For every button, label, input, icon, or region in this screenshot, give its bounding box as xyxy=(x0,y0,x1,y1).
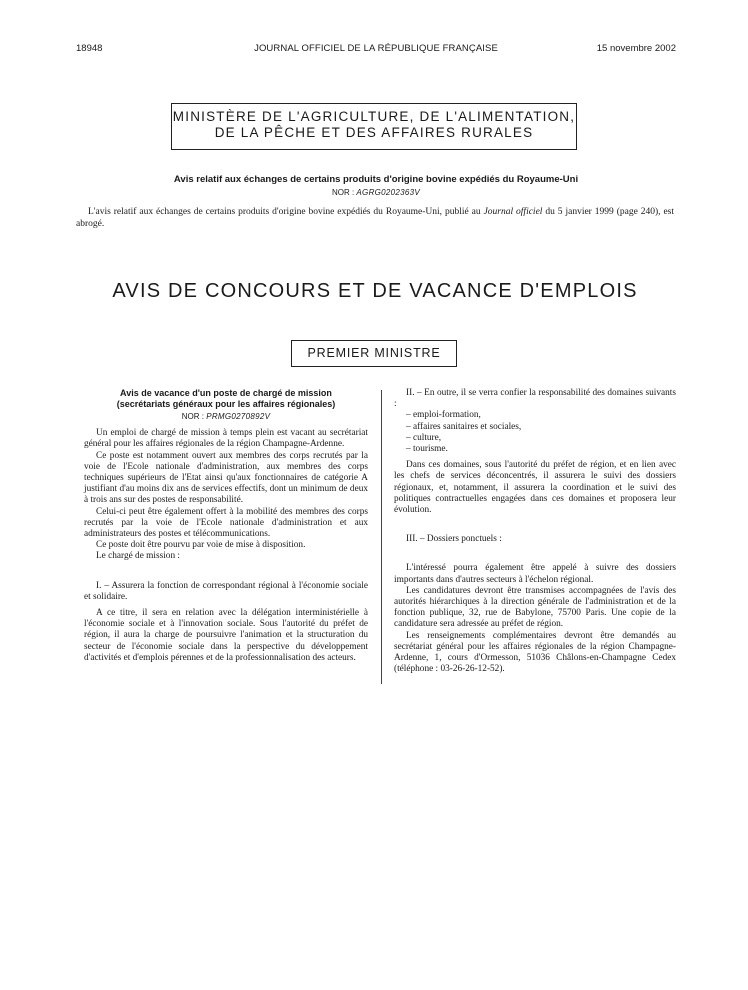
list-item: – culture, xyxy=(406,432,442,443)
column-divider xyxy=(381,390,382,684)
vacancy-title-line-1: Avis de vacance d'un poste de chargé de mission xyxy=(120,388,332,398)
list-item: – emploi-formation, xyxy=(406,410,481,421)
paragraph: Celui-ci peut être également offert à la mobilité des membres des corps recrutés par la voie de l'Ecole nationale d'administration et aux administrateurs des postes et télécommunications. xyxy=(84,506,368,540)
ministry-line-2: DE LA PÊCHE ET DES AFFAIRES RURALES xyxy=(214,125,534,140)
vacancy-title-line-2: (secrétariats généraux pour les affaires régionales) xyxy=(116,398,336,409)
list-item: – tourisme. xyxy=(406,444,448,455)
vacancy-nor-code: PRMG0270892V xyxy=(206,412,271,421)
subsection-box xyxy=(291,340,457,367)
journal-officiel-reference: Journal officiel xyxy=(483,207,543,217)
avis-nor-code: AGRG0202363V xyxy=(356,188,421,197)
paragraph: Dans ces domaines, sous l'autorité du préfet de région, et en lien avec les chefs de services déconcentrés, il assurera le suivi des dossiers régionaux, et, notamment, il assurera la coordination et le suivi des politiques contractuelles engagées dans ces domaines et proposera leur évolution. xyxy=(394,460,676,516)
paragraph: Ce poste est notamment ouvert aux membres des corps recrutés par la voie de l'Ecole nationale d'administration, aux membres des corps techniques supérieurs de l'Etat ainsi qu'aux fonctionnaires de catégorie A justifiant d'au moins dix ans de services effectifs, dont un minimum de deux à trois ans sur des postes de responsabilité. xyxy=(84,450,368,506)
right-column xyxy=(394,388,676,675)
paragraph: Ce poste doit être pourvu par voie de mise à disposition. xyxy=(96,540,306,551)
left-column xyxy=(84,388,368,664)
domain-list xyxy=(394,410,676,455)
avis-body xyxy=(76,207,674,230)
avis-title: Avis relatif aux échanges de certains produits d'origine bovine expédiés du Royaume-Uni xyxy=(173,174,579,185)
paragraph: Les renseignements complémentaires devront être demandés au secrétariat général pour les affaires régionales de la région Champagne-Ardenne, 1, cours d'Ormesson, 51036 Châlons-en-Champagne Cedex (téléphone : 03-26-26-12-52). xyxy=(394,630,676,675)
section-title: AVIS DE CONCOURS ET DE VACANCE D'EMPLOIS xyxy=(112,280,638,302)
paragraph: II. – En outre, il se verra confier la responsabilité des domaines suivants : xyxy=(394,388,676,410)
paragraph: Un emploi de chargé de mission à temps plein est vacant au secrétariat général pour les affaires régionales de la région Champagne-Ardenne. xyxy=(84,428,368,450)
vacancy-nor-label: NOR : xyxy=(181,412,204,421)
paragraph: Le chargé de mission : xyxy=(96,551,180,562)
subsection-title: PREMIER MINISTRE xyxy=(307,346,441,360)
list-item: – affaires sanitaires et sociales, xyxy=(406,421,522,432)
page-header xyxy=(76,43,676,57)
ministry-line-1: MINISTÈRE DE L'AGRICULTURE, DE L'ALIMENTATION, xyxy=(172,109,576,124)
paragraph: L'intéressé pourra également être appelé à suivre des dossiers importants dans d'autres secteurs à l'échelon régional. xyxy=(394,563,676,585)
paragraph: I. – Assurera la fonction de correspondant régional à l'économie sociale et solidaire. xyxy=(84,580,368,602)
avis-nor xyxy=(76,188,676,197)
issue-date: 15 novembre 2002 xyxy=(596,43,676,54)
avis-body-text-end: du 5 janvier 1999 (page 240), est abrogé. xyxy=(76,207,675,229)
avis-body-text: L'avis relatif aux échanges de certains produits d'origine bovine expédiés du Royaume-Uni, publié au xyxy=(88,207,484,217)
vacancy-nor xyxy=(84,411,368,422)
page-number: 18948 xyxy=(76,43,103,54)
paragraph: Les candidatures devront être transmises accompagnées de l'avis des autorités hiérarchiques à la direction générale de l'administration et de la fonction publique, 32, rue de Babylone, 75700 Paris. Une copie de la candidature sera adressée au préfet de région. xyxy=(394,585,676,630)
paragraph: A ce titre, il sera en relation avec la délégation interministérielle à l'économie sociale et à l'innovation sociale. Sous l'autorité du préfet de région, il aura la charge de poursuivre l'animation et la structuration du secteur de l'économie sociale dans la perspective du développement d'activités et d'emplois pérennes et de la professionnalisation des acteurs. xyxy=(84,608,368,663)
paragraph: III. – Dossiers ponctuels : xyxy=(406,534,502,545)
avis-nor-label: NOR : xyxy=(331,188,355,197)
ministry-heading-box xyxy=(171,103,577,150)
journal-title: JOURNAL OFFICIEL DE LA RÉPUBLIQUE FRANÇAISE xyxy=(254,43,498,54)
